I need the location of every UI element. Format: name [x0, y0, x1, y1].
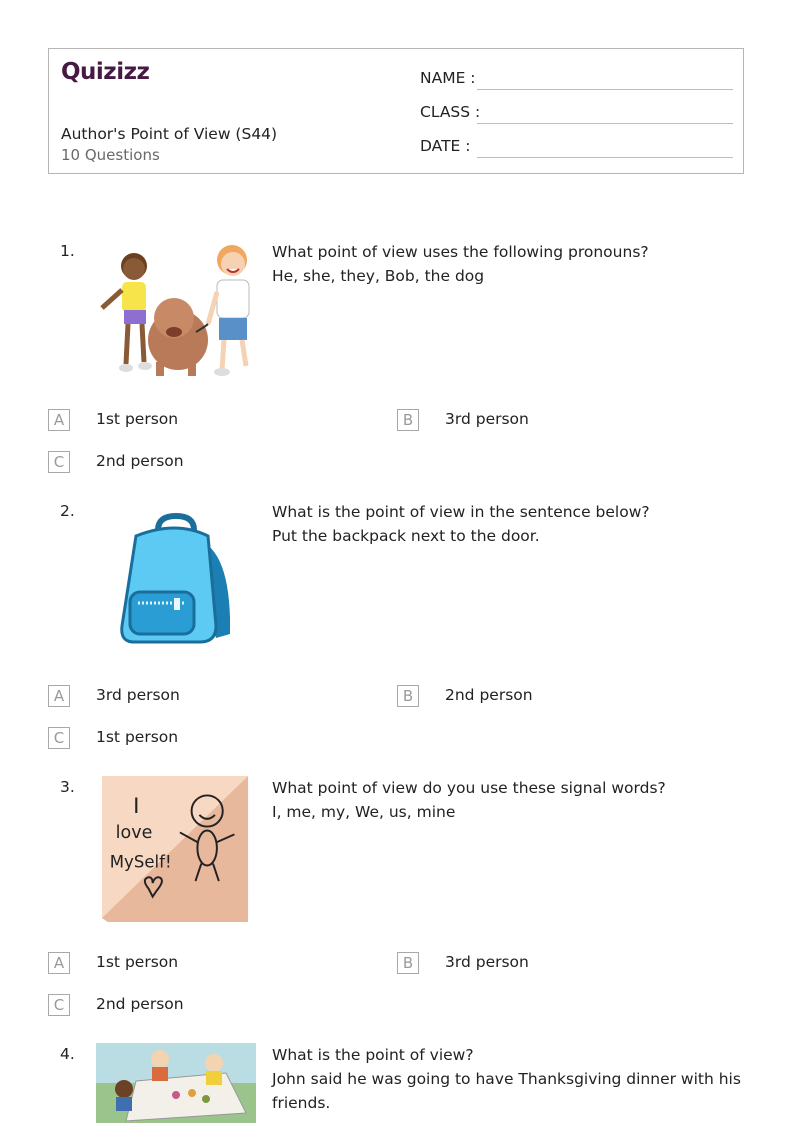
option-letter[interactable]: B	[397, 685, 419, 707]
option-letter[interactable]: C	[48, 994, 70, 1016]
option-letter[interactable]: C	[48, 451, 70, 473]
worksheet-header	[48, 48, 744, 174]
kids-walking-dog-image	[96, 236, 256, 384]
option-text[interactable]: 3rd person	[445, 953, 529, 971]
option-letter[interactable]: B	[397, 952, 419, 974]
name-field[interactable]	[477, 89, 733, 90]
question-prompt: What is the point of view in the sentence below?	[272, 503, 650, 521]
sticky-note-text: MySelf!	[109, 852, 172, 872]
option-letter[interactable]: C	[48, 727, 70, 749]
option-text[interactable]: 1st person	[96, 728, 179, 746]
option-text[interactable]: 3rd person	[96, 686, 180, 704]
class-field[interactable]	[477, 123, 733, 124]
quizizz-logo: Quizizz	[61, 59, 150, 85]
option-letter[interactable]: A	[48, 952, 70, 974]
option-text[interactable]: 1st person	[96, 953, 179, 971]
option-text[interactable]: 3rd person	[445, 410, 529, 428]
question-number: 1.	[60, 242, 75, 260]
question-count: 10 Questions	[61, 146, 160, 164]
name-label: NAME :	[420, 69, 476, 87]
question-detail: He, she, they, Bob, the dog	[272, 267, 485, 285]
question-number: 3.	[60, 778, 75, 796]
option-letter[interactable]: B	[397, 409, 419, 431]
question-detail: John said he was going to have Thanksgiving dinner with his friends.	[272, 1070, 741, 1112]
option-text[interactable]: 2nd person	[445, 686, 533, 704]
option-letter[interactable]: A	[48, 685, 70, 707]
question-detail: I, me, my, We, us, mine	[272, 803, 456, 821]
class-label: CLASS :	[420, 103, 481, 121]
question-prompt: What is the point of view?	[272, 1046, 474, 1064]
date-field[interactable]	[477, 157, 733, 158]
question-number: 2.	[60, 502, 75, 520]
question-text	[272, 776, 742, 824]
option-text[interactable]: 1st person	[96, 410, 179, 428]
backpack-image	[96, 508, 256, 656]
option-letter[interactable]: A	[48, 409, 70, 431]
question-prompt: What point of view uses the following pronouns?	[272, 243, 649, 261]
date-label: DATE :	[420, 137, 471, 155]
worksheet-title: Author's Point of View (S44)	[61, 125, 278, 143]
sticky-note-text: I	[133, 793, 140, 819]
question-number: 4.	[60, 1045, 75, 1063]
question-detail: Put the backpack next to the door.	[272, 527, 540, 545]
question-text	[272, 1043, 742, 1115]
option-text[interactable]: 2nd person	[96, 452, 184, 470]
question-text	[272, 240, 742, 288]
option-text[interactable]: 2nd person	[96, 995, 184, 1013]
sticky-note-image	[96, 774, 256, 922]
thanksgiving-dinner-image	[96, 1043, 256, 1123]
sticky-note-text: love	[115, 823, 153, 844]
question-text	[272, 500, 742, 548]
question-prompt: What point of view do you use these signal words?	[272, 779, 666, 797]
